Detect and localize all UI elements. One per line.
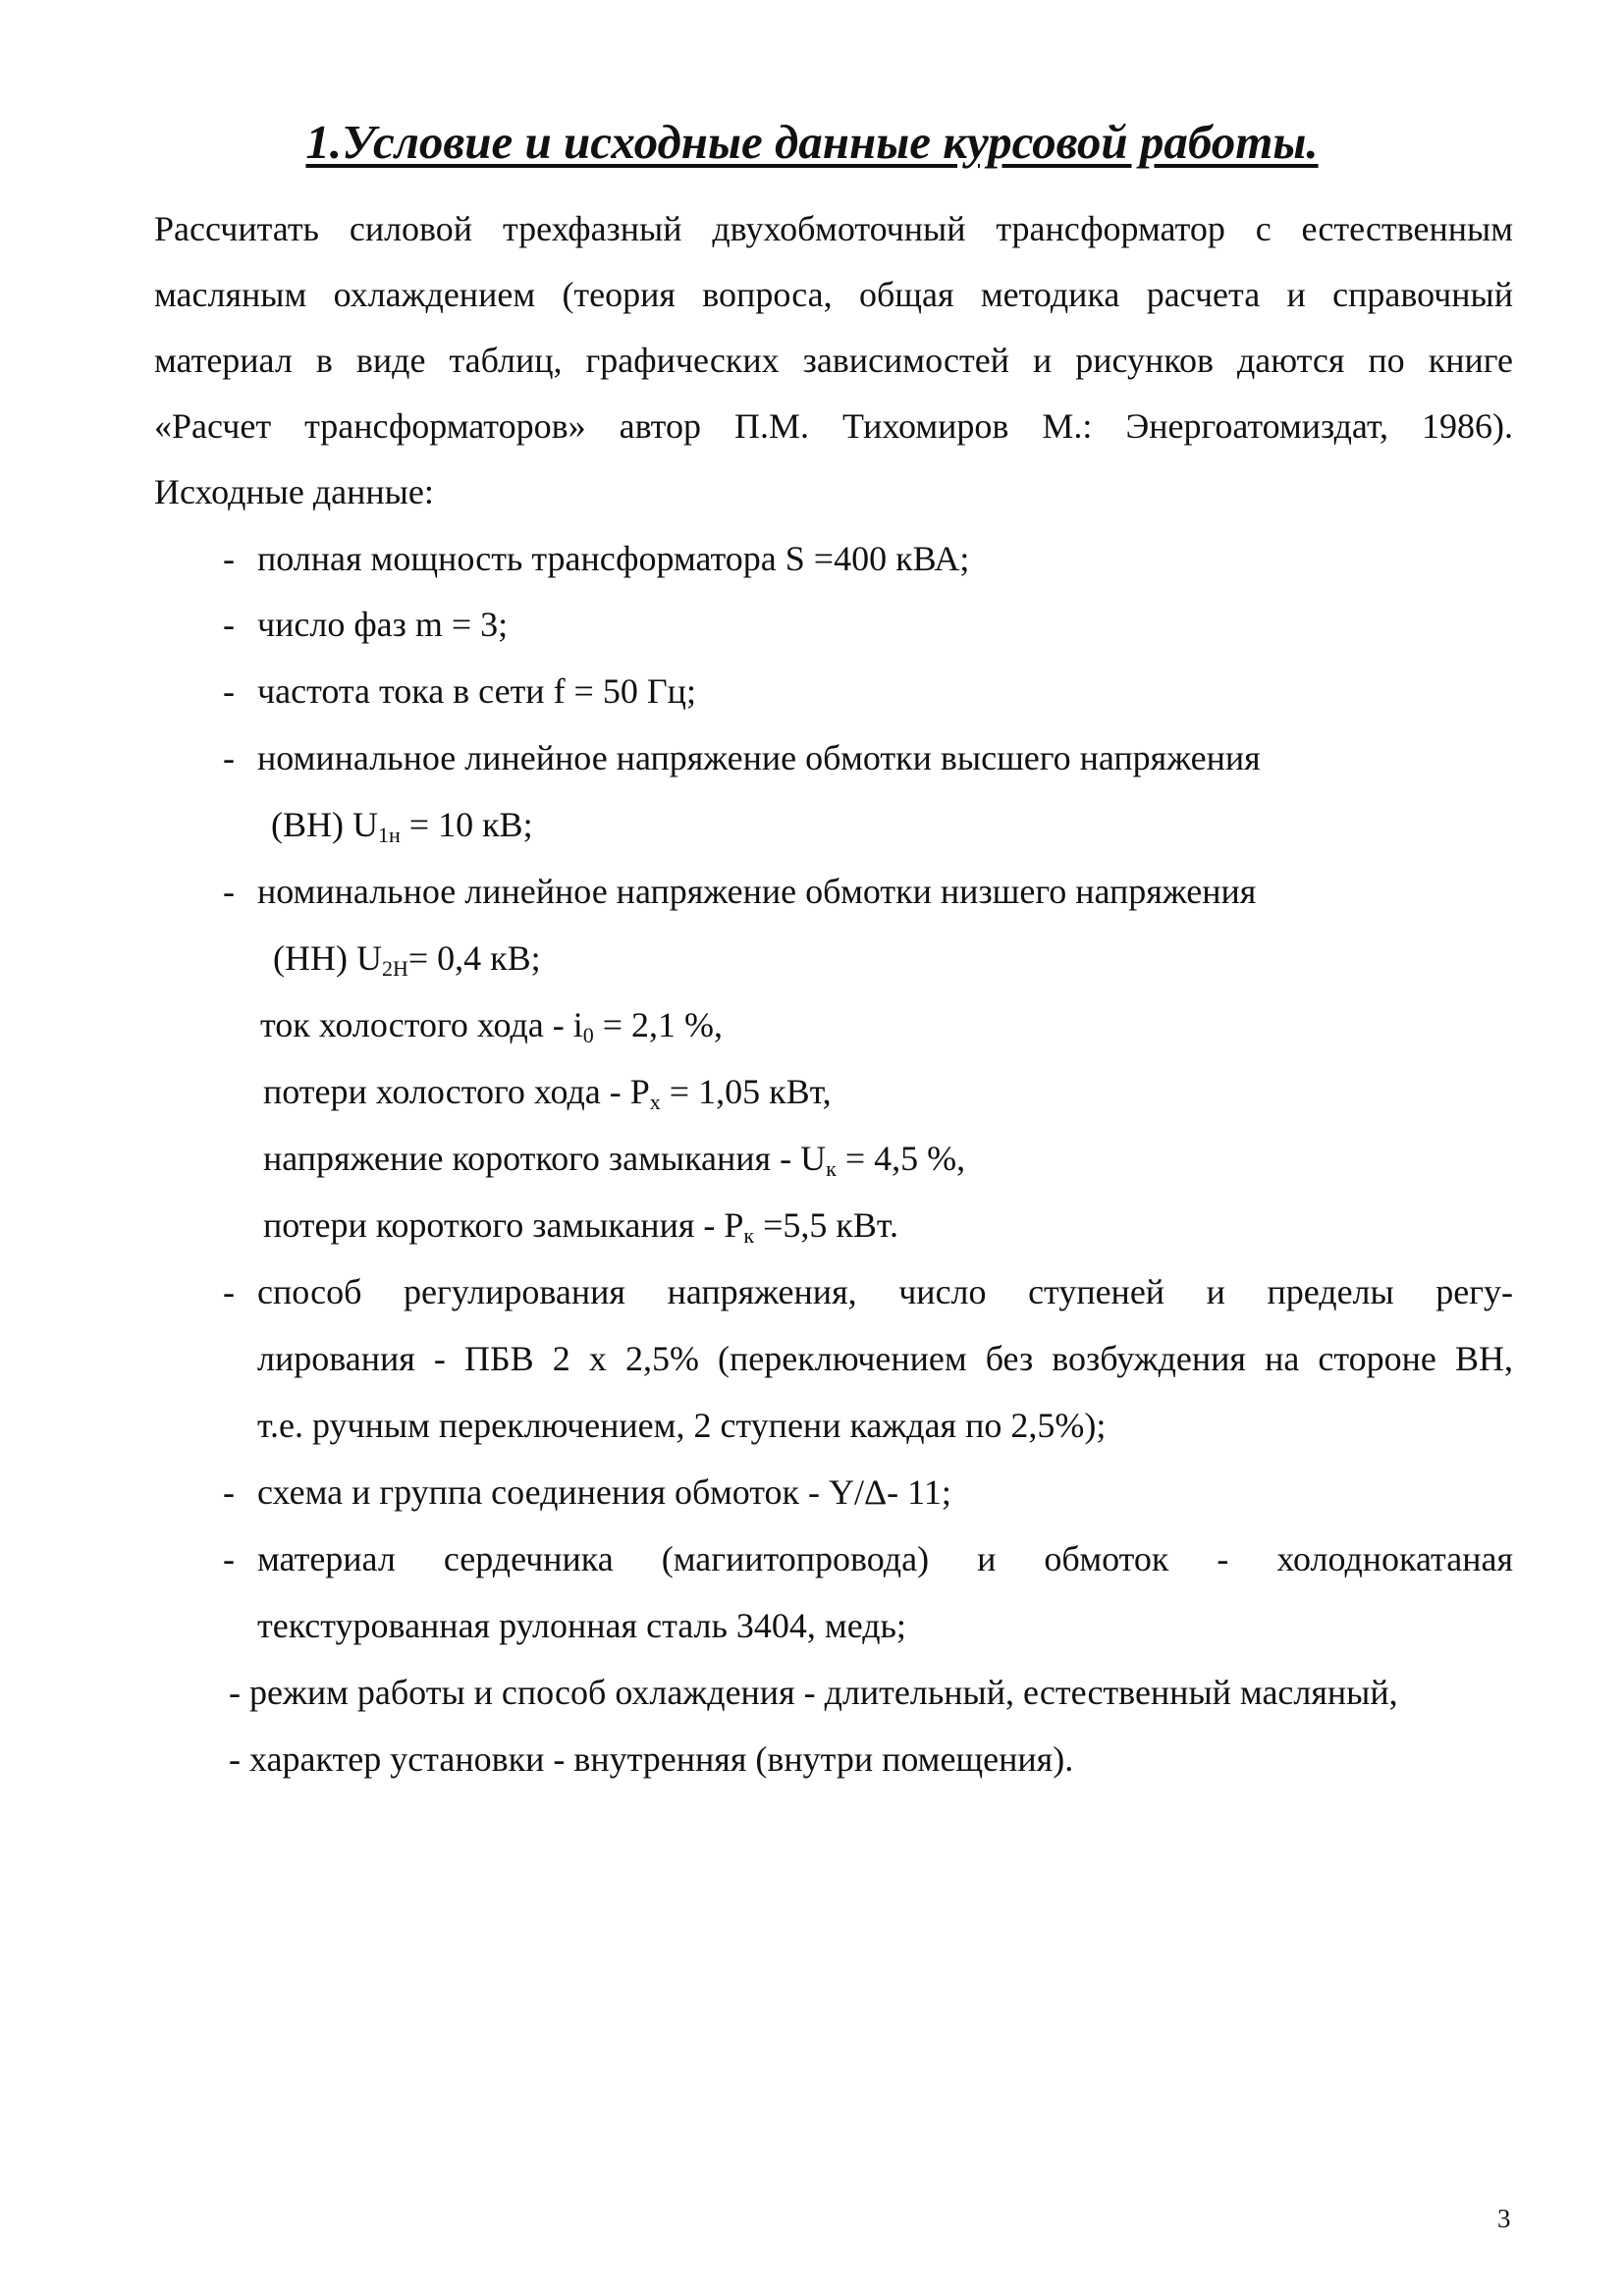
list-dash: -: [223, 605, 235, 644]
item-material: материал сердечника (магиитопровода) и обмоток - холоднокатаная: [257, 1539, 1513, 1578]
item-regulation: способ регулирования напряжения, число ступеней и пределы регу-: [257, 1272, 1513, 1311]
page-number: 3: [1497, 2204, 1511, 2233]
list-dash: -: [223, 1272, 235, 1311]
item-no-load-current: [260, 1005, 724, 1047]
list-dash: -: [223, 1472, 235, 1512]
subscript: 2Н: [381, 956, 408, 981]
item-regulation-cont: т.е. ручным переключением, 2 ступени каждая по 2,5%);: [257, 1406, 1107, 1445]
text: = 1,05 кВт,: [660, 1072, 832, 1111]
item-no-load-losses: [263, 1072, 832, 1114]
subscript: х: [649, 1090, 661, 1114]
item-lv-voltage-value: [273, 938, 541, 981]
intro-line: Исходные данные:: [154, 472, 434, 511]
item-frequency: частота тока в сети f = 50 Гц;: [257, 671, 696, 711]
item-material-cont: текстурованная рулонная сталь 3404, медь;: [257, 1606, 906, 1645]
text: ток холостого хода - i: [260, 1005, 583, 1044]
item-phases: число фаз m = 3;: [257, 605, 509, 644]
item-operating-mode: - режим работы и способ охлаждения - длительный, естественный масляный,: [229, 1673, 1398, 1712]
subscript: 0: [582, 1023, 594, 1047]
item-winding-scheme: схема и группа соединения обмоток - Y/Δ- 11;: [257, 1472, 951, 1512]
intro-line: масляным охлаждением (теория вопроса, общая методика расчета и справочный: [154, 275, 1513, 314]
text: потери холостого хода - P: [263, 1072, 650, 1111]
list-dash: -: [223, 1539, 235, 1578]
list-dash: -: [223, 738, 235, 777]
subscript: 1н: [377, 823, 401, 847]
item-hv-voltage: номинальное линейное напряжение обмотки высшего напряжения: [257, 738, 1261, 777]
subscript: к: [826, 1156, 837, 1181]
intro-line: «Расчет трансформаторов» автор П.М. Тихомиров М.: Энергоатомиздат, 1986).: [154, 406, 1513, 446]
text: (НН) U: [273, 938, 382, 978]
subscript: к: [743, 1223, 755, 1248]
text: напряжение короткого замыкания - U: [263, 1139, 827, 1178]
intro-paragraph: [154, 196, 1513, 525]
item-lv-voltage: номинальное линейное напряжение обмотки низшего напряжения: [257, 872, 1257, 911]
page-title: 1.Условие и исходные данные курсовой работы.: [305, 115, 1319, 169]
text: =5,5 кВт.: [754, 1205, 898, 1245]
item-power: полная мощность трансформатора S =400 кВА;: [257, 539, 970, 578]
text: = 4,5 %,: [836, 1139, 966, 1178]
list-dash: -: [223, 872, 235, 911]
item-regulation-cont: лирования - ПБВ 2 х 2,5% (переключением без возбуждения на стороне ВН,: [257, 1339, 1513, 1378]
text: = 0,4 кВ;: [407, 938, 541, 978]
item-installation: - характер установки - внутренняя (внутри помещения).: [229, 1739, 1074, 1779]
text: потери короткого замыкания - P: [263, 1205, 744, 1245]
intro-line: Рассчитать силовой трехфазный двухобмоточный трансформатор с естественным: [154, 209, 1513, 248]
list-dash: -: [223, 671, 235, 711]
text: = 10 кВ;: [400, 805, 533, 844]
intro-line: материал в виде таблиц, графических зависимостей и рисунков даются по книге: [154, 341, 1513, 380]
text: (ВН) U: [271, 805, 378, 844]
list-dash: -: [223, 539, 235, 578]
item-hv-voltage-value: [271, 805, 533, 847]
item-short-circuit-losses: [263, 1205, 898, 1248]
item-short-circuit-voltage: [263, 1139, 966, 1181]
text: = 2,1 %,: [593, 1005, 724, 1044]
